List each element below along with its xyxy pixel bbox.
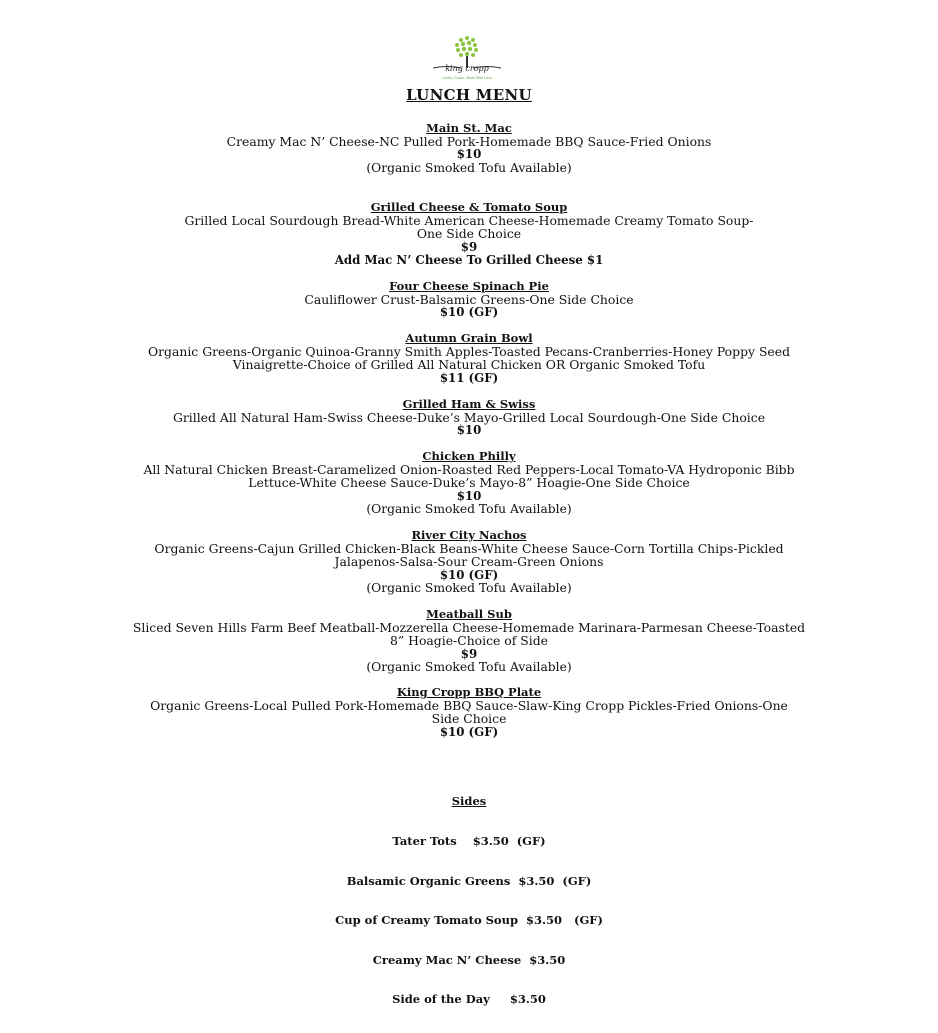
menu-item [0, 122, 938, 175]
side-item: Side of the Day $3.50 [392, 992, 546, 1007]
menu-item [0, 608, 938, 674]
item-name: King Cropp BBQ Plate [396, 685, 542, 699]
item-note: (Organic Smoked Tofu Available) [366, 659, 572, 674]
item-description: All Natural Chicken Breast-Caramelized Onion-Roasted Red Peppers-Local Tomato-VA Hydroponic Bibb [143, 462, 795, 478]
side-item: Tater Tots $3.50 (GF) [392, 834, 546, 849]
item-price: $10 (GF) [439, 305, 499, 320]
menu-item [0, 529, 938, 595]
menu-item [0, 332, 938, 385]
item-note: (Organic Smoked Tofu Available) [366, 501, 572, 516]
item-description: 8” Hoagie-Choice of Side [389, 633, 549, 649]
menu-item [0, 280, 938, 320]
logo-tagline: Locally Grown. Made With Love [442, 76, 492, 80]
side-item: Balsamic Organic Greens $3.50 (GF) [346, 873, 592, 888]
side-item: Cup of Creamy Tomato Soup $3.50 (GF) [335, 913, 603, 928]
menu-item [0, 201, 938, 267]
item-name: Four Cheese Spinach Pie [389, 279, 549, 293]
item-price: $10 (GF) [439, 724, 499, 739]
side-item: Creamy Mac N’ Cheese $3.50 [372, 952, 566, 967]
item-price: $10 [456, 488, 482, 503]
logo-text: king cropp [445, 64, 489, 73]
menu-item [0, 450, 938, 516]
sides-section [0, 769, 938, 1033]
item-description: Grilled All Natural Ham-Swiss Cheese-Duke’s Mayo-Grilled Local Sourdough-One Side Choice [172, 410, 766, 426]
item-price: $9 [460, 646, 478, 661]
item-price: $10 [456, 423, 482, 438]
item-price: $9 [460, 239, 478, 254]
item-description: Organic Greens-Local Pulled Pork-Homemade BBQ Sauce-Slaw-King Cropp Pickles-Fried Onions-One [150, 698, 788, 714]
item-description: Side Choice [431, 711, 507, 727]
item-description: Sliced Seven Hills Farm Beef Meatball-Mozzerella Cheese-Homemade Marinara-Parmesan Cheese-Toasted [132, 620, 806, 636]
item-description: Organic Greens-Cajun Grilled Chicken-Black Beans-White Cheese Sauce-Corn Tortilla Chips-Pickled [154, 541, 784, 557]
sides-title: Sides [451, 794, 487, 809]
item-description: Organic Greens-Organic Quinoa-Granny Smith Apples-Toasted Pecans-Cranberries-Honey Poppy Seed [147, 344, 791, 360]
item-name: Meatball Sub [426, 607, 512, 621]
item-price: $10 (GF) [439, 567, 499, 582]
item-description: Cauliflower Crust-Balsamic Greens-One Side Choice [304, 292, 634, 308]
item-name: Grilled Cheese & Tomato Soup [370, 200, 568, 214]
item-description: Vinaigrette-Choice of Grilled All Natural Chicken OR Organic Smoked Tofu [232, 357, 706, 373]
item-description: Lettuce-White Cheese Sauce-Duke’s Mayo-8” Hoagie-One Side Choice [248, 475, 690, 491]
item-name: Autumn Grain Bowl [405, 331, 533, 345]
item-note: (Organic Smoked Tofu Available) [366, 160, 572, 175]
item-note: (Organic Smoked Tofu Available) [366, 580, 572, 595]
item-name: Chicken Philly [422, 449, 516, 463]
tree-logo-icon [427, 34, 507, 82]
menu-item [0, 686, 938, 739]
item-description: Creamy Mac N’ Cheese-NC Pulled Pork-Homemade BBQ Sauce-Fried Onions [226, 134, 712, 150]
item-name: Main St. Mac [426, 121, 512, 135]
menu-item [0, 398, 938, 438]
item-addon: Add Mac N’ Cheese To Grilled Cheese $1 [334, 252, 604, 267]
item-price: $11 (GF) [439, 370, 499, 385]
item-name: Grilled Ham & Swiss [402, 397, 536, 411]
item-description: Grilled Local Sourdough Bread-White American Cheese-Homemade Creamy Tomato Soup- [184, 213, 754, 229]
item-price: $10 [456, 147, 482, 162]
item-description: Jalapenos-Salsa-Sour Cream-Green Onions [334, 554, 604, 570]
item-name: River City Nachos [411, 528, 527, 542]
item-description: One Side Choice [416, 226, 522, 242]
page-title: LUNCH MENU [406, 86, 532, 104]
